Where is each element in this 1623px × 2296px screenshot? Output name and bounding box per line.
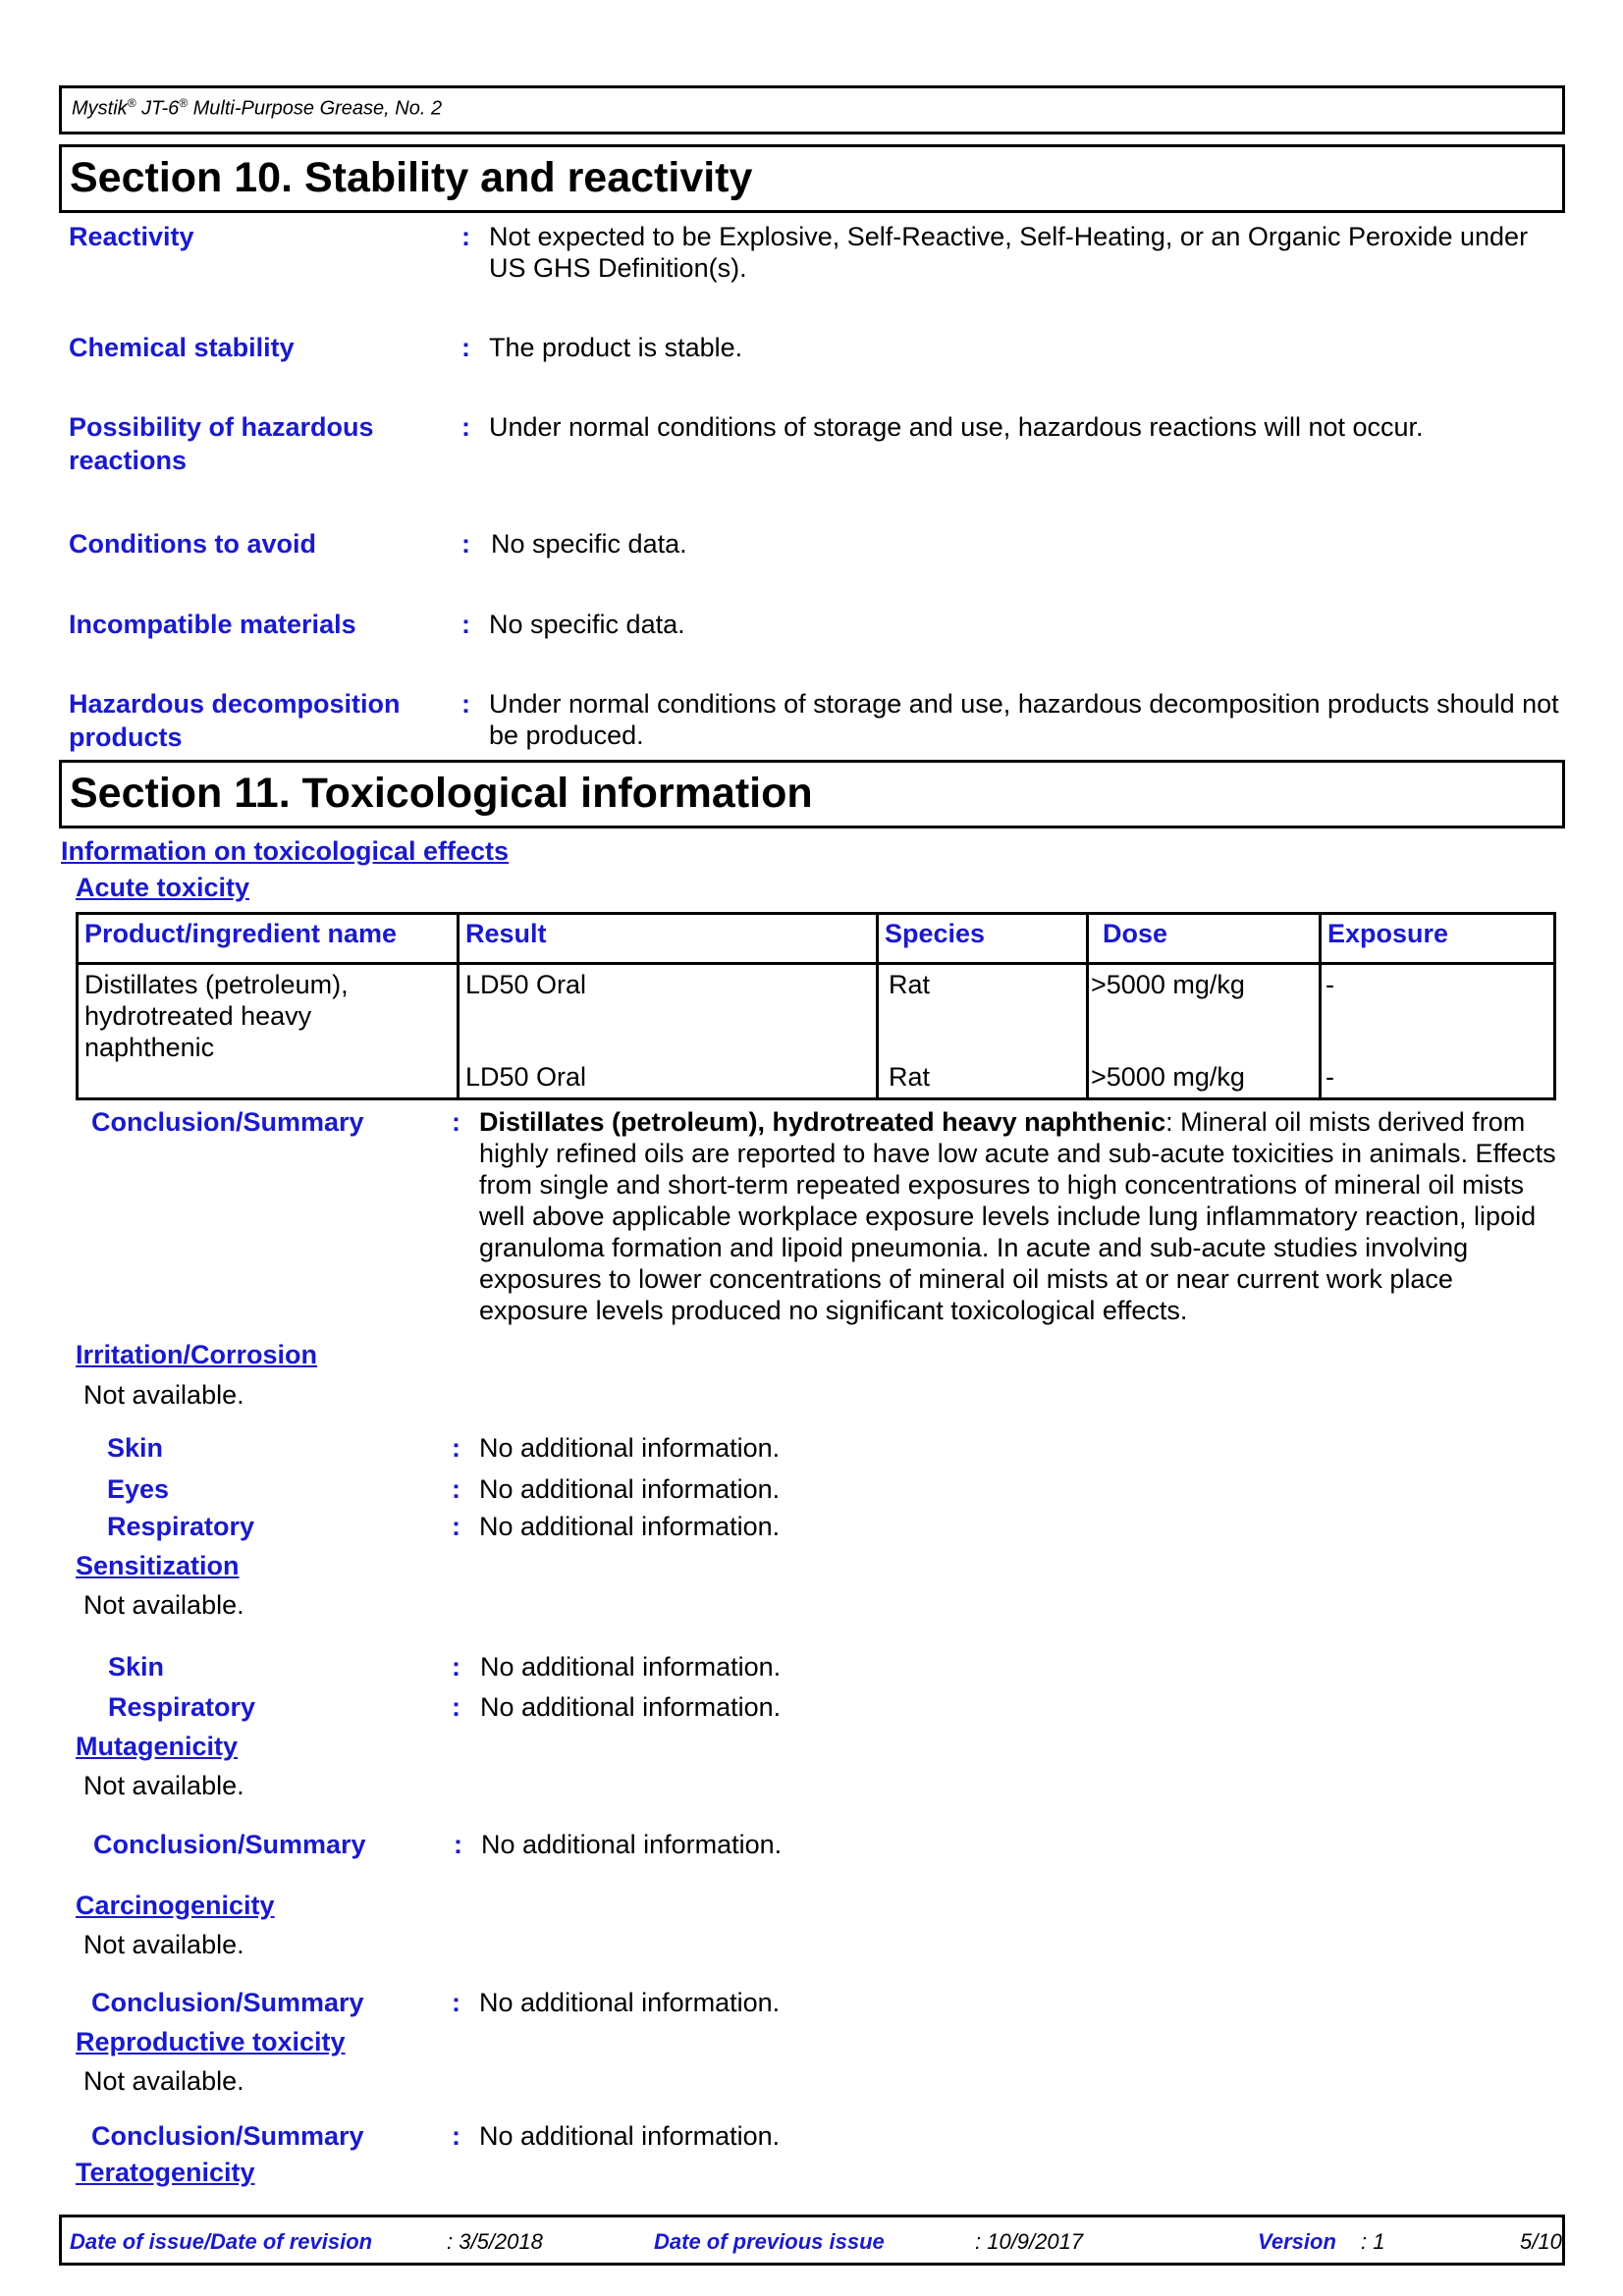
product-name-part: JT-6 (135, 97, 180, 120)
label-carcinogenicity-conclusion: Conclusion/Summary (91, 1988, 364, 2017)
conclusion-ingredient: Distillates (petroleum), hydrotreated heavy naphthenic (479, 1107, 1166, 1137)
section-10-header (59, 144, 1565, 213)
column-header: Species (878, 914, 1088, 964)
link-teratogenicity[interactable]: Teratogenicity (76, 2158, 255, 2187)
section-10-title: Section 10. Stability and reactivity (70, 154, 753, 201)
label-sensitization-skin: Skin (108, 1652, 165, 1682)
sensitization-not-available: Not available. (83, 1590, 244, 1620)
document-header (59, 85, 1565, 134)
colon: : (452, 2121, 460, 2151)
colon: : (452, 1474, 460, 1504)
label-sensitization-respiratory: Respiratory (108, 1692, 256, 1722)
acute-toxicity-table (76, 912, 1556, 1100)
value-reactivity: Not expected to be Explosive, Self-Reactive, Self-Heating, or an Organic Peroxide under US GHS Definition(s). (489, 222, 1529, 283)
label-chemical-stability: Chemical stability (69, 333, 295, 362)
section-11-title: Section 11. Toxicological information (70, 770, 813, 817)
ingredient-name: Distillates (petroleum), hydrotreated heavy naphthenic (84, 970, 349, 1062)
result-value: LD50 Oral (465, 970, 587, 999)
cell-species (878, 964, 1088, 1099)
cell-result (459, 964, 878, 1099)
species-value: Rat (889, 1062, 931, 1092)
registered-mark: ® (179, 96, 189, 110)
link-toxicological-effects[interactable]: Information on toxicological effects (61, 836, 510, 866)
link-reproductive-toxicity[interactable]: Reproductive toxicity (76, 2027, 346, 2056)
colon: : (461, 529, 470, 559)
value-incompatible-materials: No specific data. (489, 610, 685, 639)
label-incompatible-materials: Incompatible materials (69, 610, 356, 639)
product-name-part: Multi-Purpose Grease, No. 2 (188, 97, 443, 120)
colon: : (461, 333, 470, 362)
exposure-value: - (1325, 970, 1334, 999)
colon: : (452, 1692, 460, 1722)
carcinogenicity-not-available: Not available. (83, 1930, 244, 1959)
label-irritation-respiratory: Respiratory (107, 1512, 255, 1541)
irritation-not-available: Not available. (83, 1380, 244, 1410)
value-irritation-skin: No additional information. (479, 1433, 781, 1463)
product-name-part: Mystik (72, 97, 128, 120)
mutagenicity-not-available: Not available. (83, 1771, 244, 1800)
label-conditions-to-avoid: Conditions to avoid (69, 529, 316, 559)
column-header: Result (459, 914, 878, 964)
section-11-header (59, 760, 1565, 828)
colon: : (452, 1988, 460, 2017)
species-value: Rat (889, 970, 931, 999)
footer-previous-label: Date of previous issue (654, 2229, 885, 2254)
value-hazardous-decomposition: Under normal conditions of storage and use, hazardous decomposition products should not be produced. (489, 689, 1559, 750)
conclusion-body: : Mineral oil mists derived from highly refined oils are reported to have low acute and sub-acute toxicities in animals. Effects from single and short-term repeated exposures to high concentrations of mineral oil mists well above applicable workplace exposure levels include lung inflammatory reaction, lipoid granuloma formation and lipoid pneumonia. In acute and sub-acute studies involving exposures to lower concentrations of mineral oil mists at or near current work place exposure levels produced no significant toxicological effects. (479, 1107, 1556, 1325)
colon: : (452, 1652, 460, 1682)
product-name (72, 96, 442, 121)
label-reactivity: Reactivity (69, 222, 194, 251)
label-reproductive-conclusion: Conclusion/Summary (91, 2121, 364, 2151)
column-header: Exposure (1321, 914, 1555, 964)
value-sensitization-respiratory: No additional information. (480, 1692, 782, 1722)
table-header-row (78, 914, 1555, 964)
colon: : (461, 689, 470, 719)
reproductive-not-available: Not available. (83, 2066, 244, 2096)
dose-value: >5000 mg/kg (1091, 970, 1245, 999)
value-hazardous-reactions: Under normal conditions of storage and use, hazardous reactions will not occur. (489, 412, 1424, 442)
column-header: Product/ingredient name (78, 914, 459, 964)
result-value: LD50 Oral (465, 1062, 587, 1092)
label-mutagenicity-conclusion: Conclusion/Summary (93, 1830, 366, 1859)
link-mutagenicity[interactable]: Mutagenicity (76, 1732, 239, 1761)
link-carcinogenicity[interactable]: Carcinogenicity (76, 1891, 275, 1920)
link-sensitization[interactable]: Sensitization (76, 1551, 240, 1580)
colon: : (461, 412, 470, 442)
colon: : (452, 1512, 460, 1541)
colon: : (452, 1107, 460, 1137)
footer-version-label: Version (1258, 2229, 1336, 2254)
label-hazardous-decomposition: Hazardous decomposition products (69, 689, 401, 752)
footer-issue-value: : 3/5/2018 (447, 2229, 543, 2254)
value-carcinogenicity-conclusion: No additional information. (479, 1988, 781, 2017)
label-hazardous-reactions: Possibility of hazardous reactions (69, 412, 374, 475)
footer-version-value: : 1 (1361, 2229, 1385, 2254)
value-sensitization-skin: No additional information. (480, 1652, 782, 1682)
label-irritation-eyes: Eyes (107, 1474, 170, 1504)
value-irritation-eyes: No additional information. (479, 1474, 781, 1504)
value-conditions-to-avoid: No specific data. (491, 529, 687, 559)
cell-exposure (1321, 964, 1555, 1099)
footer-issue-label: Date of issue/Date of revision (70, 2229, 373, 2254)
registered-mark: ® (127, 96, 136, 110)
exposure-value: - (1325, 1062, 1334, 1092)
colon: : (461, 610, 470, 639)
value-reproductive-conclusion: No additional information. (479, 2121, 781, 2151)
cell-ingredient-name (78, 964, 459, 1099)
column-header: Dose (1088, 914, 1321, 964)
value-chemical-stability: The product is stable. (489, 333, 743, 362)
cell-dose (1088, 964, 1321, 1099)
label-acute-conclusion: Conclusion/Summary (91, 1107, 364, 1137)
label-irritation-skin: Skin (107, 1433, 164, 1463)
document-footer (59, 2215, 1565, 2266)
colon: : (461, 222, 470, 251)
table-row (78, 964, 1555, 1099)
footer-previous-value: : 10/9/2017 (975, 2229, 1084, 2254)
link-acute-toxicity[interactable]: Acute toxicity (76, 873, 250, 902)
colon: : (452, 1433, 460, 1463)
colon: : (454, 1830, 462, 1859)
dose-value: >5000 mg/kg (1091, 1062, 1245, 1092)
acute-conclusion-text (479, 1106, 1559, 1326)
link-irritation-corrosion[interactable]: Irritation/Corrosion (76, 1340, 318, 1369)
value-mutagenicity-conclusion: No additional information. (481, 1830, 783, 1859)
value-irritation-respiratory: No additional information. (479, 1512, 781, 1541)
footer-page-number: 5/10 (1520, 2229, 1562, 2254)
